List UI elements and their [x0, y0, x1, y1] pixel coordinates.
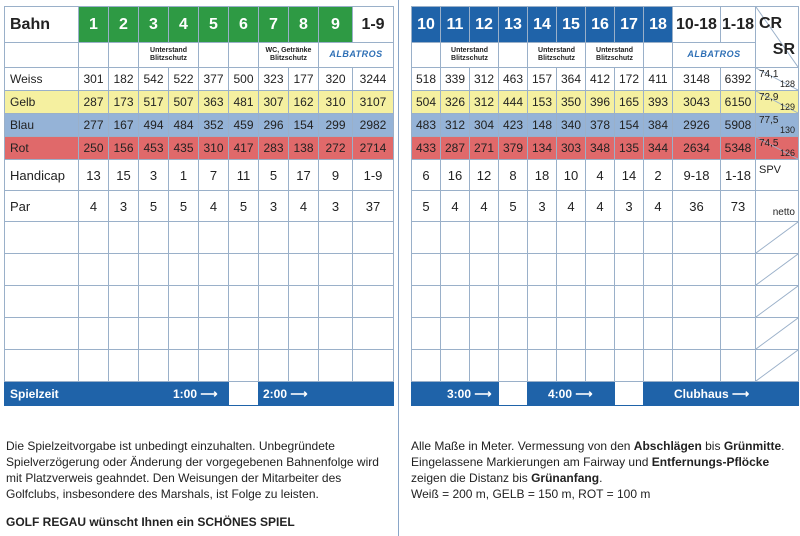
table-cell: 411: [644, 68, 673, 91]
front-total-label: 1-9: [353, 7, 394, 43]
table-cell: 3043: [673, 91, 721, 114]
table-cell: Die Spielzeitvorgabe ist unbedingt einzuhalten. Unbegründete Spielverzögerung oder Änderung der vorgegebenen Bahnenfolge wird mit Platzverweis geahndet. Den Weisungen der Mitarbeiter des Golfclubs, insbesondere des Marshals, ist Folge zu leisten.: [6, 439, 379, 501]
table-cell: 287: [79, 91, 109, 114]
table-cell: 15: [109, 160, 139, 191]
table-cell: 310: [199, 137, 229, 160]
table-cell: 352: [199, 114, 229, 137]
table-cell: 301: [79, 68, 109, 91]
table-cell: 8: [499, 160, 528, 191]
table-cell: 453: [139, 137, 169, 160]
table-cell: 463: [499, 68, 528, 91]
table-cell: 16: [441, 160, 470, 191]
front-nine-table: Bahn 1 2 3 4 5 6 7 8 9 1-9 Unterstand Blitzschutz WC, Getränke Blitzschutz ALBATROS Weiss 301 182 542 522 377 500 323 177 320 3244 Gelb 287 173 517 507 363 481 307 162 310 3107 Blau 277 167 494 484 352 459 296 154 299 2982 Rot 250 156 453 435 310 417 283 138 272 2714 Handicap 13 15 3 1 7 11 5 17 9 1-9 Par 4 3 5 5 4 5 3 4 3 37 Spielzeit 1:00 ⟶ 2:00 ⟶: [4, 6, 394, 406]
handicap-label: Handicap: [5, 160, 79, 191]
greeting-text: GOLF REGAU wünscht Ihnen ein SCHÖNES SPIEL: [6, 515, 295, 529]
table-cell: Grünmitte: [723, 439, 782, 453]
table-cell: 14: [528, 7, 557, 43]
table-cell: 5: [169, 191, 199, 222]
table-cell: 4: [441, 191, 470, 222]
table-cell: 312: [441, 114, 470, 137]
hole-7: 7: [259, 7, 289, 43]
table-cell: 542: [139, 68, 169, 91]
table-cell: 15: [557, 7, 586, 43]
table-cell: 459: [229, 114, 259, 137]
albatros-logo: ALBATROS: [329, 49, 383, 59]
table-cell: 417: [229, 137, 259, 160]
table-cell: 423: [499, 114, 528, 137]
time-3: 3:00: [447, 386, 472, 401]
table-cell: 74,5: [759, 138, 779, 149]
table-cell: 14: [615, 160, 644, 191]
table-cell: 3: [319, 191, 353, 222]
table-cell: Abschlägen: [633, 439, 702, 453]
hole-3: 3: [139, 7, 169, 43]
table-cell: 2926: [673, 114, 721, 137]
table-cell: 172: [615, 68, 644, 91]
table-cell: 296: [259, 114, 289, 137]
table-cell: 153: [528, 91, 557, 114]
table-cell: 250: [79, 137, 109, 160]
table-cell: 412: [586, 68, 615, 91]
table-cell: 363: [199, 91, 229, 114]
table-cell: 2: [644, 160, 673, 191]
time-2: 2:00: [263, 386, 288, 401]
table-cell: 378: [586, 114, 615, 137]
clubhaus-label: Clubhaus: [674, 386, 729, 401]
table-cell: 182: [109, 68, 139, 91]
note-wc-7: WC, Getränke Blitzschutz: [259, 43, 319, 68]
table-cell: Rot: [5, 137, 79, 160]
table-cell: bis: [701, 439, 724, 453]
row-label: Weiss: [5, 68, 79, 91]
table-cell: Unterstand Blitzschutz: [441, 43, 499, 68]
table-cell: 3107: [353, 91, 394, 114]
table-cell: 277: [79, 114, 109, 137]
table-cell: 379: [499, 137, 528, 160]
table-cell: . Eingelassene Markierungen am Fairway und: [411, 439, 785, 469]
table-cell: 377: [199, 68, 229, 91]
table-cell: Entfernungs-Pflöcke: [651, 455, 770, 469]
hole-5: 5: [199, 7, 229, 43]
table-cell: 312: [470, 91, 499, 114]
table-cell: 134: [528, 137, 557, 160]
rules-text: [6, 438, 386, 502]
table-cell: 130: [779, 125, 795, 135]
cr-sr-header: [756, 7, 799, 68]
table-cell: Blau: [5, 114, 79, 137]
par-label: Par: [5, 191, 79, 222]
back-nine-table: 10 11 12 13 14 15 16 17 18 10-18 1-18 CR SR Unterstand Blitzschutz Unterstand Blitzschutz Unterstand Blitzschutz ALBATROS 518 339 312 463 157 364 412 172 411 3148 6392 74,1 128 504 326 312 444 153 350 396 165 393 3043 6150 72,9 129 483 312 304 423 148 340 378 154 384 2926 5908 77,5 130 433 287 271 379 134 303 348 135 344 2634 5348 74,5 126 6 16 12 8 18 10 4 14 2 9-18 1-18 SPV 5 4 4 5 3 4 4 3 4 36 73 netto 3:00 ⟶ 4:00 ⟶ Clubhaus ⟶: [411, 6, 799, 406]
table-cell: 1-18: [721, 160, 756, 191]
spielzeit-label: Spielzeit: [5, 382, 169, 406]
table-cell: 483: [412, 114, 441, 137]
table-cell: 1: [169, 160, 199, 191]
table-cell: 17: [289, 160, 319, 191]
table-cell: 6150: [721, 91, 756, 114]
table-cell: 18: [644, 7, 673, 43]
table-cell: 74,1: [759, 69, 779, 80]
table-cell: Unterstand Blitzschutz: [586, 43, 644, 68]
albatros-logo: ALBATROS: [687, 49, 741, 59]
table-cell: zeigen die Distanz bis: [411, 471, 532, 485]
table-cell: 5: [499, 191, 528, 222]
table-cell: Gelb: [5, 91, 79, 114]
table-cell: 138: [289, 137, 319, 160]
table-cell: 4: [586, 191, 615, 222]
hole-1: 1: [79, 7, 109, 43]
table-cell: .: [599, 471, 603, 485]
table-cell: Weiß = 200 m, GELB = 150 m, ROT = 100 m: [411, 487, 651, 501]
total-label: 1-18: [721, 7, 756, 43]
sr-label: SR: [772, 41, 795, 58]
table-cell: 5: [412, 191, 441, 222]
measurement-text: [411, 438, 796, 502]
table-cell: 272: [319, 137, 353, 160]
table-cell: 396: [586, 91, 615, 114]
table-cell: 2634: [673, 137, 721, 160]
table-cell: 2982: [353, 114, 394, 137]
table-cell: 364: [557, 68, 586, 91]
table-cell: 444: [499, 91, 528, 114]
table-cell: Grünanfang: [531, 471, 600, 485]
table-cell: 5908: [721, 114, 756, 137]
table-cell: 3: [615, 191, 644, 222]
table-cell: 154: [289, 114, 319, 137]
table-cell: 13: [79, 160, 109, 191]
time-4: 4:00: [548, 386, 573, 401]
table-cell: 323: [259, 68, 289, 91]
table-cell: 16: [586, 7, 615, 43]
table-cell: 4: [289, 191, 319, 222]
table-cell: 384: [644, 114, 673, 137]
table-cell: 36: [673, 191, 721, 222]
table-cell: 129: [779, 102, 795, 112]
table-cell: 135: [615, 137, 644, 160]
table-cell: 3148: [673, 68, 721, 91]
table-cell: 37: [353, 191, 394, 222]
table-cell: 5348: [721, 137, 756, 160]
table-cell: 12: [470, 160, 499, 191]
table-cell: 326: [441, 91, 470, 114]
table-cell: 507: [169, 91, 199, 114]
table-cell: 271: [470, 137, 499, 160]
table-cell: 165: [615, 91, 644, 114]
table-cell: 340: [557, 114, 586, 137]
table-cell: 6: [412, 160, 441, 191]
table-cell: 10: [557, 160, 586, 191]
table-cell: 307: [259, 91, 289, 114]
bahn-label: Bahn: [5, 7, 79, 43]
hole-9: 9: [319, 7, 353, 43]
table-cell: 3: [528, 191, 557, 222]
table-cell: 154: [615, 114, 644, 137]
table-cell: 344: [644, 137, 673, 160]
time-1: 1:00: [173, 386, 198, 401]
table-cell: 148: [528, 114, 557, 137]
table-cell: 4: [199, 191, 229, 222]
table-cell: 5: [259, 160, 289, 191]
table-cell: 3: [259, 191, 289, 222]
table-cell: 3244: [353, 68, 394, 91]
table-cell: 17: [615, 7, 644, 43]
center-divider: [398, 0, 399, 536]
back-total-label: 10-18: [673, 7, 721, 43]
table-cell: 517: [139, 91, 169, 114]
table-cell: 3: [109, 191, 139, 222]
table-cell: 2714: [353, 137, 394, 160]
table-cell: 167: [109, 114, 139, 137]
table-cell: 522: [169, 68, 199, 91]
table-cell: 128: [779, 79, 795, 89]
table-cell: 126: [779, 148, 795, 158]
table-cell: 500: [229, 68, 259, 91]
table-cell: 494: [139, 114, 169, 137]
table-cell: 312: [470, 68, 499, 91]
hole-8: 8: [289, 7, 319, 43]
table-cell: 303: [557, 137, 586, 160]
table-cell: 484: [169, 114, 199, 137]
hole-6: 6: [229, 7, 259, 43]
table-cell: 310: [319, 91, 353, 114]
table-cell: 18: [528, 160, 557, 191]
table-cell: 393: [644, 91, 673, 114]
table-cell: 156: [109, 137, 139, 160]
table-cell: 348: [586, 137, 615, 160]
table-cell: 5: [229, 191, 259, 222]
table-cell: 504: [412, 91, 441, 114]
table-cell: 9: [319, 160, 353, 191]
table-cell: 4: [79, 191, 109, 222]
table-cell: 320: [319, 68, 353, 91]
table-cell: Unterstand Blitzschutz: [528, 43, 586, 68]
table-cell: 73: [721, 191, 756, 222]
table-cell: 10: [412, 7, 441, 43]
note-shelter-3: Unterstand Blitzschutz: [139, 43, 199, 68]
netto-label: netto: [756, 191, 799, 222]
table-cell: 433: [412, 137, 441, 160]
table-cell: 7: [199, 160, 229, 191]
hole-2: 2: [109, 7, 139, 43]
table-cell: 4: [557, 191, 586, 222]
table-cell: 518: [412, 68, 441, 91]
table-cell: 304: [470, 114, 499, 137]
table-cell: 299: [319, 114, 353, 137]
table-cell: 287: [441, 137, 470, 160]
table-cell: 339: [441, 68, 470, 91]
table-cell: 11: [229, 160, 259, 191]
table-cell: 77,5: [759, 115, 779, 126]
table-cell: 157: [528, 68, 557, 91]
table-cell: 4: [470, 191, 499, 222]
table-cell: 1-9: [353, 160, 394, 191]
spv-label: SPV: [756, 160, 799, 191]
table-cell: Alle Maße in Meter. Vermessung von den: [411, 439, 634, 453]
table-cell: 481: [229, 91, 259, 114]
table-cell: 5: [139, 191, 169, 222]
table-cell: 3: [139, 160, 169, 191]
table-cell: 6392: [721, 68, 756, 91]
table-cell: 4: [586, 160, 615, 191]
table-cell: 435: [169, 137, 199, 160]
table-cell: 13: [499, 7, 528, 43]
table-cell: 11: [441, 7, 470, 43]
table-cell: 350: [557, 91, 586, 114]
table-cell: 162: [289, 91, 319, 114]
table-cell: 177: [289, 68, 319, 91]
hole-4: 4: [169, 7, 199, 43]
table-cell: 12: [470, 7, 499, 43]
table-cell: 72,9: [759, 92, 779, 103]
table-cell: 9-18: [673, 160, 721, 191]
cr-label: CR: [759, 15, 783, 32]
table-cell: 4: [644, 191, 673, 222]
table-cell: 283: [259, 137, 289, 160]
table-cell: 173: [109, 91, 139, 114]
